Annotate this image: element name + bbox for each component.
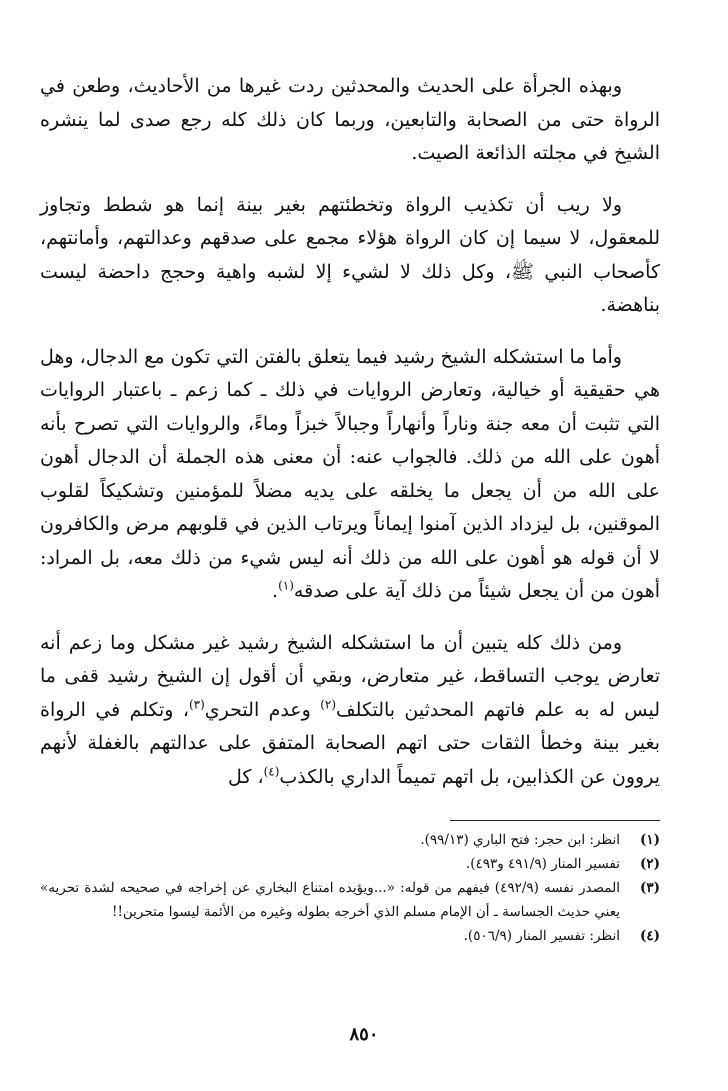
text-run: ولا ريب أن تكذيب الرواة وتخطئتهم بغير بينة إنما هو شطط وتجاوز للمعقول، لا سيما إن كان الرواة هؤلاء مجمع على صدقهم وعدالتهم، وأمانتهم، كأصحاب النبي ﷺ، وكل ذلك لا لشيء إلا لشبه واهية وحجج داحضة ليست بناهضة. [40, 193, 660, 316]
footnote-number: (٤) [639, 928, 660, 944]
text-run: ، وتكلم في الرواة بغير بينة وخطأ الثقات حتى اتهم الصحابة المتفق على عدالتهم بالغفلة لأنهم يروون عن الكذابين، بل اتهم تميماً الداري بالكذب [40, 698, 660, 788]
footnote [40, 852, 660, 876]
footnote-text: انظر: ابن حجر: فتح الباري (٩٩/١٣). [420, 832, 620, 848]
main-text [40, 70, 660, 794]
text-run: وبهذه الجرأة على الحديث والمحدثين ردت غيرها من الأحاديث، وطعن في الرواة حتى من الصحابة والتابعين، وربما كان ذلك كله رجع صدى لما ينشره الشيخ في مجلته الذائعة الصيت. [40, 75, 660, 164]
footnote [40, 828, 660, 852]
footnote-reference: (٢) [320, 697, 337, 712]
text-run: ومن ذلك كله يتبين أن ما استشكله الشيخ رشيد غير مشكل وما زعم أنه تعارض يوجب التساقط، غير متعارض، وبقي أن أقول إن الشيخ رشيد قفى ما ليس له به علم فاتهم المحدثين بالتكلف [40, 631, 661, 721]
footnote-number: (٣) [639, 880, 660, 896]
footnote-number: (٢) [639, 856, 660, 872]
footnotes [40, 828, 660, 948]
footnote-number: (١) [639, 832, 660, 848]
page-number: ٨٥٠ [349, 1024, 379, 1045]
footnote-text: تفسير المنار (٤٩١/٩ و٤٩٣). [465, 856, 620, 872]
footnote-text: انظر: تفسير المنار (٥٠٦/٩). [463, 928, 620, 944]
footnote [40, 876, 660, 924]
text-run: وعدم التحري [204, 698, 321, 721]
paragraph [40, 189, 660, 323]
text-run: . [272, 580, 279, 602]
page [40, 70, 661, 944]
footnote-reference: (٤) [263, 764, 280, 779]
text-run: وأما ما استشكله الشيخ رشيد فيما يتعلق بالفتن التي تكون مع الدجال، وهل هي حقيقية أو خيالية، وتعارض الروايات في ذلك ـ كما زعم ـ باعتبار الروايات التي تثبت أن معه جنة وناراً وأنهاراً وجبالاً خبزاً وماءً، والروايات التي تصرح بأنه أهون على الله من ذلك. فالجواب عنه: أن معنى هذه الجملة أن الدجال أهون على الله من أن يجعل ما يخلقه على يديه مضلاً للمؤمنين وتشكيكاً لقلوب الموقنين، بل ليزداد الذين آمنوا إيماناً ويرتاب الذين في قلوبهم مرض والكافرون لا أن قوله هو أهون على الله من ذلك أنه ليس شيء من ذلك معه، بل المراد: أهون من أن يجعل شيئاً من ذلك آية على صدقه [40, 345, 660, 602]
paragraph [40, 627, 660, 795]
paragraph [40, 70, 660, 171]
footnote-reference: (٣) [188, 697, 205, 712]
text-run: ، كل [227, 765, 264, 788]
footnote-reference: (١) [278, 578, 294, 593]
paragraph [40, 341, 660, 609]
footnote [40, 924, 660, 948]
footnote-divider [450, 820, 660, 821]
footnote-text: المصدر نفسه (٤٩٢/٩) فيفهم من قوله: «...ويؤيده امتناع البخاري عن إخراجه في صحيحه لشدة تحريه» يعني حديث الجساسة ـ أن الإمام مسلم الذي أخرجه بطوله وغيره من الأئمة ليسوا متحرين!! [40, 880, 620, 920]
